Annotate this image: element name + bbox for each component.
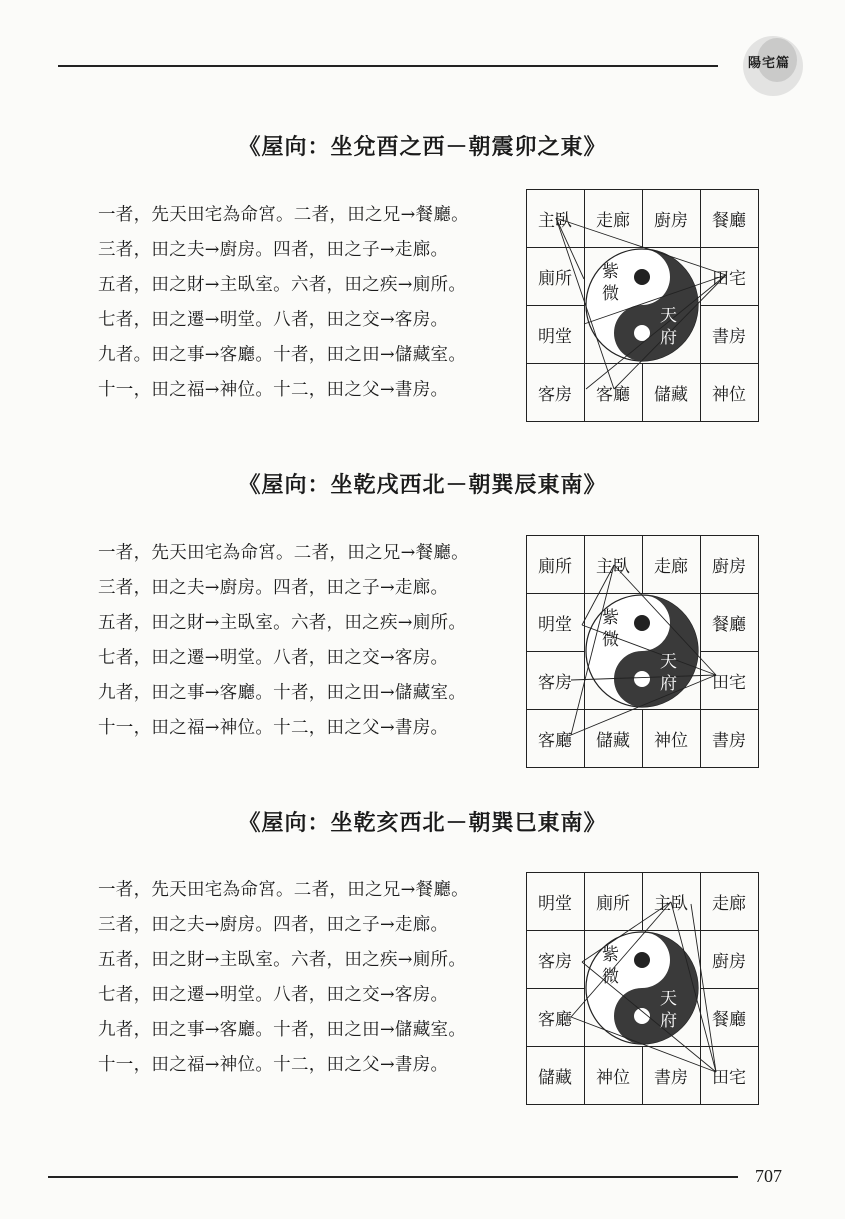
grid-cell: 神位 [642,709,701,768]
text-line: 十一，田之福→神位。十二，田之父→書房。 [98,380,449,400]
text-line: 九者，田之事→客廳。十者，田之田→儲藏室。 [98,683,467,703]
text-line: 九者，田之事→客廳。十者，田之田→儲藏室。 [98,1020,467,1040]
text-line: 十一，田之福→神位。十二，田之父→書房。 [98,718,449,738]
grid-cell: 客房 [526,651,585,710]
section-title-1: 《屋向：坐兌酉之西－朝震卯之東》 [238,134,607,160]
grid-cells [526,535,758,767]
grid-cell: 田宅 [700,651,759,710]
grid-center [584,651,643,710]
seal-text: 陽宅篇 [748,56,791,71]
grid-cell: 走廊 [700,872,759,931]
grid-cell: 客廳 [526,988,585,1047]
grid-cell: 書房 [642,1046,701,1105]
house-grid-3 [526,872,758,1104]
ziwei-label: 紫微 [602,945,619,987]
grid-cell: 廚房 [642,189,701,248]
section-text-1 [98,198,518,408]
grid-cell: 走廊 [642,535,701,594]
text-line: 九者。田之事→客廳。十者，田之田→儲藏室。 [98,345,467,365]
grid-cell: 客房 [526,363,585,422]
grid-cells [526,189,758,421]
grid-cell: 主臥 [584,535,643,594]
text-line: 五者，田之財→主臥室。六者，田之疾→廁所。 [98,950,467,970]
grid-cell: 明堂 [526,593,585,652]
ziwei-label: 紫微 [602,608,619,650]
grid-cell: 神位 [584,1046,643,1105]
grid-cell: 儲藏 [584,709,643,768]
grid-cell: 主臥 [526,189,585,248]
grid-cell: 明堂 [526,872,585,931]
section-title-3: 《屋向：坐乾亥西北－朝巽巳東南》 [238,810,607,836]
footer-rule [48,1176,738,1178]
text-line: 三者，田之夫→廚房。四者，田之子→走廊。 [98,915,449,935]
text-line: 五者，田之財→主臥室。六者，田之疾→廁所。 [98,275,467,295]
section-text-3 [98,873,518,1083]
tianfu-label: 天府 [660,652,677,694]
tianfu-label: 天府 [660,306,677,348]
section-title-2: 《屋向：坐乾戌西北－朝巽辰東南》 [238,472,607,498]
grid-cell: 廚房 [700,535,759,594]
section-text-2 [98,536,518,746]
grid-center [642,593,701,652]
header-rule [58,65,718,67]
grid-cell: 田宅 [700,247,759,306]
grid-cell: 客廳 [526,709,585,768]
text-line: 七者，田之遷→明堂。八者，田之交→客房。 [98,648,449,668]
grid-center [642,930,701,989]
grid-cell: 餐廳 [700,189,759,248]
tianfu-label: 天府 [660,989,677,1031]
grid-cell: 走廊 [584,189,643,248]
grid-cell: 明堂 [526,305,585,364]
grid-cell: 田宅 [700,1046,759,1105]
text-line: 七者，田之遷→明堂。八者，田之交→客房。 [98,310,449,330]
house-grid-1 [526,189,758,421]
text-line: 七者，田之遷→明堂。八者，田之交→客房。 [98,985,449,1005]
text-line: 五者，田之財→主臥室。六者，田之疾→廁所。 [98,613,467,633]
grid-cell: 書房 [700,709,759,768]
grid-cell: 廁所 [526,247,585,306]
text-line: 一者，先天田宅為命宮。二者，田之兄→餐廳。 [98,205,469,225]
house-grid-2 [526,535,758,767]
grid-center [584,305,643,364]
text-line: 十一，田之福→神位。十二，田之父→書房。 [98,1055,449,1075]
text-line: 三者，田之夫→廚房。四者，田之子→走廊。 [98,578,449,598]
grid-cell: 餐廳 [700,988,759,1047]
grid-cell: 儲藏 [642,363,701,422]
grid-cells [526,872,758,1104]
grid-cell: 客房 [526,930,585,989]
grid-cell: 餐廳 [700,593,759,652]
text-line: 一者，先天田宅為命宮。二者，田之兄→餐廳。 [98,543,469,563]
grid-cell: 廁所 [526,535,585,594]
grid-center [642,247,701,306]
grid-cell: 書房 [700,305,759,364]
text-line: 一者，先天田宅為命宮。二者，田之兄→餐廳。 [98,880,469,900]
page-number: 707 [755,1166,782,1186]
text-line: 三者，田之夫→廚房。四者，田之子→走廊。 [98,240,449,260]
grid-cell: 儲藏 [526,1046,585,1105]
ziwei-label: 紫微 [602,262,619,304]
grid-cell: 廁所 [584,872,643,931]
grid-center [584,988,643,1047]
grid-cell: 廚房 [700,930,759,989]
grid-cell: 神位 [700,363,759,422]
grid-cell: 客廳 [584,363,643,422]
grid-cell: 主臥 [642,872,701,931]
